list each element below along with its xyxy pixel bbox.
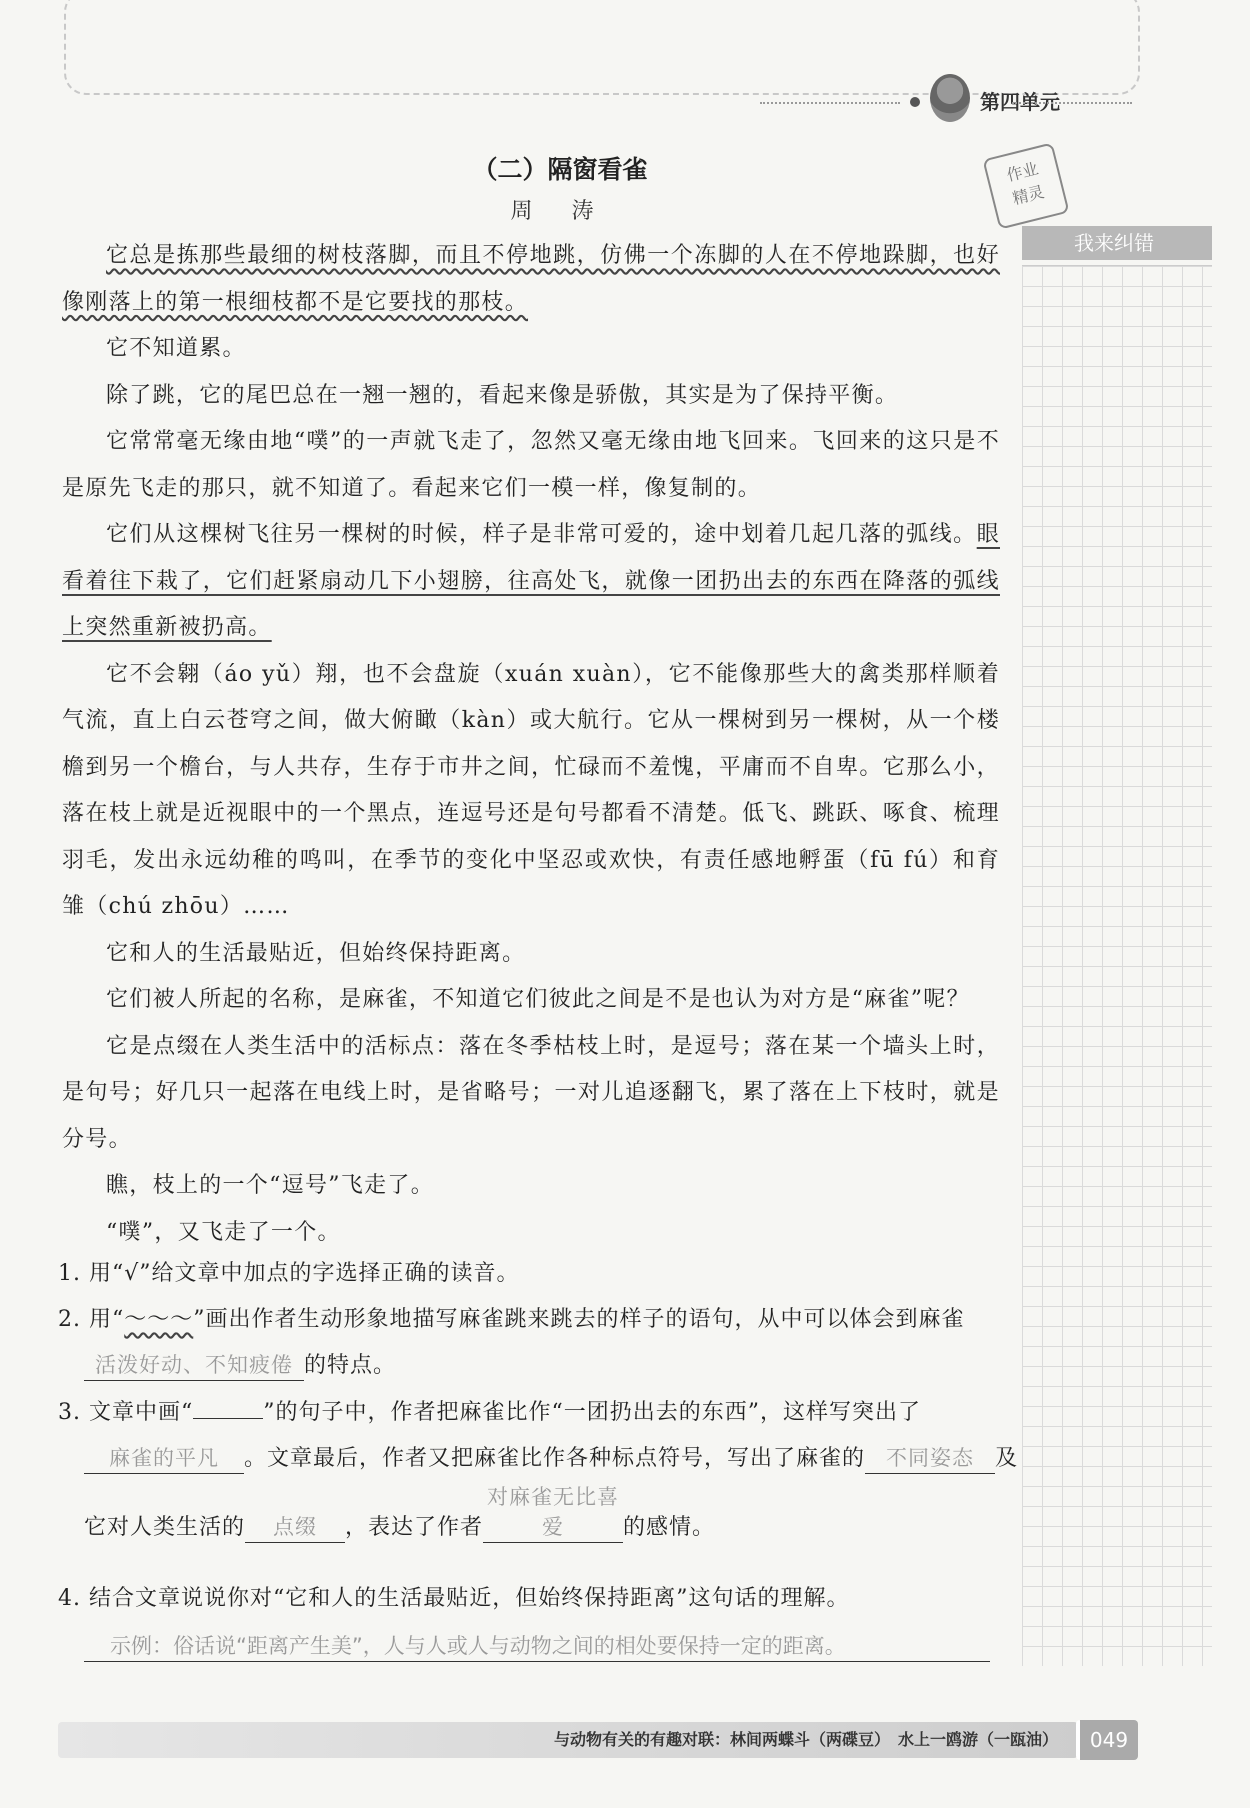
paragraph xyxy=(62,233,1000,326)
watermark-stamp-icon: 作业 精灵 xyxy=(982,142,1069,229)
unit-title: 第四单元 xyxy=(980,90,1060,114)
question-text: ，表达了作者 xyxy=(345,1515,484,1540)
question-text: ”画出作者生动形象地描写麻雀跳来跳去的样子的语句，从中可以体会到麻雀 xyxy=(193,1307,965,1332)
answer-blank[interactable]: 不同姿态 xyxy=(865,1443,995,1474)
underline-mark xyxy=(193,1418,263,1419)
question-1: 1. 用“√”给文章中加点的字选择正确的读音。 xyxy=(58,1261,520,1286)
mascot-icon xyxy=(930,74,970,122)
paragraph: 它常常毫无缘由地“噗”的一声就飞走了，忽然又毫无缘由地飞回来。飞回来的这只是不是原先飞走的那只，就不知道了。看起来它们一模一样，像复制的。 xyxy=(62,429,1000,501)
question-text: 3. 文章中画“ xyxy=(58,1400,194,1425)
sidebar-label: 我来纠错 xyxy=(1022,226,1212,260)
question-4: 4. 结合文章说说你对“它和人的生活最贴近，但始终保持距离”这句话的理解。 xyxy=(58,1586,850,1611)
question-2 xyxy=(58,1297,1026,1389)
bullet-icon xyxy=(910,97,920,107)
article-title: （二）隔窗看雀 xyxy=(472,155,648,184)
answer-blank[interactable]: 示例：俗话说“距离产生美”，人与人或人与动物之间的相处要保持一定的距离。 xyxy=(84,1630,990,1662)
paragraph-text: 它们从这棵树飞往另一棵树的时候，样子是非常可爱的，途中划着几起几落的弧线。 xyxy=(106,522,977,547)
answer-blank[interactable]: 麻雀的平凡 xyxy=(84,1443,244,1474)
paragraph: 它不知道累。 xyxy=(106,336,246,361)
header-frame xyxy=(64,0,1140,95)
question-text: 的感情。 xyxy=(623,1515,716,1540)
page-number: 049 xyxy=(1076,1720,1138,1760)
question-text: 2. 用“ xyxy=(58,1307,125,1332)
correction-grid xyxy=(1022,265,1212,1666)
paragraph xyxy=(62,512,1000,652)
wavy-mark: ～～～ xyxy=(124,1307,194,1332)
paragraph: 它是点缀在人类生活中的活标点：落在冬季枯枝上时，是逗号；落在某一个墙头上时，是句号；好几只一起落在电线上时，是省略号；一对儿追逐翻飞，累了落在上下枝时，就是分号。 xyxy=(62,1033,1000,1152)
question-text: 。文章最后，作者又把麻雀比作各种标点符号，写出了麻雀的 xyxy=(244,1446,866,1471)
article-body xyxy=(62,233,1000,1256)
question-text: 及它对人类生活的 xyxy=(84,1446,1019,1540)
footer-couplet: 与动物有关的有趣对联：林间两蝶斗（两碟豆） 水上一鸥游（一瓯油） xyxy=(58,1722,1078,1758)
question-text: 的特点。 xyxy=(304,1353,397,1378)
wavy-underlined-sentence: 它总是拣那些最细的树枝落脚，而且不停地跳，仿佛一个冻脚的人在不停地跺脚，也好像刚落上的第一根细枝都不是它要找的那枝。 xyxy=(62,243,1000,315)
answer-blank[interactable]: 点缀 xyxy=(245,1512,345,1543)
article-author: 周 涛 xyxy=(510,199,610,224)
question-3 xyxy=(58,1390,1026,1551)
straight-underlined-sentence: 眼看着往下栽了，它们赶紧扇动几下小翅膀，往高处飞，就像一团扔出去的东西在降落的弧线上突然重新被扔高。 xyxy=(62,522,1000,640)
header-divider-right xyxy=(1012,102,1132,104)
paragraph: 它不会翱（áo yǔ）翔，也不会盘旋（xuán xuàn），它不能像那些大的禽类那样顺着气流，直上白云苍穹之间，做大俯瞰（kàn）或大航行。它从一棵树到另一棵树，从一个楼檐到另一个檐台，与人共存，生存于市井之间，忙碌而不羞愧，平庸而不自卑。它那么小，落在枝上就是近视眼中的一个黑点，连逗号还是句号都看不清楚。低飞、跳跃、啄食、梳理羽毛，发出永远幼稚的鸣叫，在季节的变化中坚忍或欢快，有责任感地孵蛋（fū fú）和育雏（chú zhōu）…… xyxy=(62,661,1000,919)
paragraph: “噗”，又飞走了一个。 xyxy=(106,1219,341,1245)
header-divider xyxy=(760,102,900,104)
paragraph: 除了跳，它的尾巴总在一翘一翘的，看起来像是骄傲，其实是为了保持平衡。 xyxy=(106,382,899,408)
paragraph: 瞧，枝上的一个“逗号”飞走了。 xyxy=(106,1173,434,1198)
paragraph: 它和人的生活最贴近，但始终保持距离。 xyxy=(106,940,526,966)
answer-blank[interactable]: 活泼好动、不知疲倦 xyxy=(84,1350,304,1381)
paragraph: 它们被人所起的名称，是麻雀，不知道它们彼此之间是不是也认为对方是“麻雀”呢？ xyxy=(106,987,970,1012)
answer-blank[interactable]: 对麻雀无比喜爱 xyxy=(483,1482,623,1543)
question-text: ”的句子中，作者把麻雀比作“一团扔出去的东西”，这样写突出了 xyxy=(263,1400,921,1425)
